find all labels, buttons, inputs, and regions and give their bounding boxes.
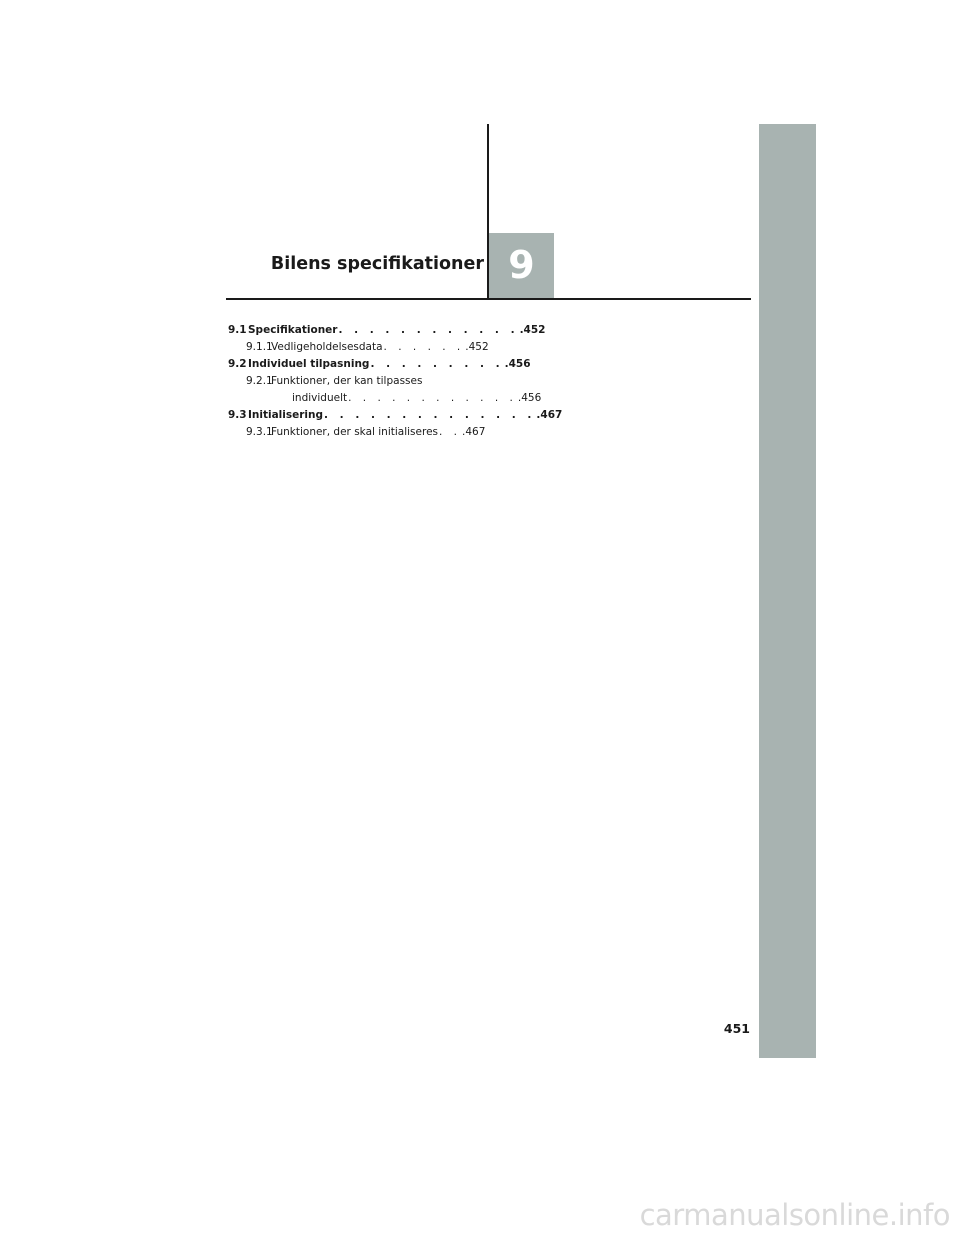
toc-label: Funktioner, der skal initialiseres (271, 426, 438, 438)
toc-page: .452 (465, 341, 489, 353)
table-of-contents (228, 322, 563, 441)
toc-leader-dots: . . . . . . . . . (370, 358, 504, 370)
toc-label: Individuel tilpasning (248, 358, 370, 370)
header-horizontal-rule (226, 298, 751, 300)
page-number: 451 (723, 1021, 750, 1036)
toc-page: .456 (504, 358, 531, 370)
toc-page: .467 (536, 409, 563, 421)
toc-entry-9-2-1[interactable] (228, 373, 466, 390)
toc-leader-dots: . . . . . . . . . . . . . . (324, 409, 536, 421)
chapter-title: Bilens specifikationer (270, 254, 484, 274)
toc-label-continuation: individuelt (292, 392, 348, 404)
toc-label: Initialisering (248, 409, 324, 421)
toc-entry-9-3[interactable] (228, 407, 563, 424)
toc-page: .467 (462, 426, 486, 438)
toc-entry-9-1-1[interactable] (228, 339, 489, 356)
toc-label: Vedligeholdelsesdata (271, 341, 383, 353)
toc-leader-dots: . . (439, 426, 462, 438)
toc-number: 9.3 (228, 409, 247, 421)
toc-page: .456 (517, 392, 542, 404)
watermark: carmanualsonline.info (639, 1198, 950, 1232)
toc-number: 9.2.1 (246, 375, 273, 387)
toc-number: 9.2 (228, 358, 247, 370)
toc-entry-9-1[interactable] (228, 322, 546, 339)
toc-leader-dots: . . . . . . . . . . . . (338, 324, 519, 336)
toc-label: Specifikationer (248, 324, 338, 336)
toc-leader-dots: . . . . . . . . . . . . (348, 392, 517, 404)
toc-number: 9.3.1 (246, 426, 273, 438)
toc-label: Funktioner, der kan tilpasses (271, 375, 423, 387)
toc-entry-9-2-1-continuation[interactable] (228, 390, 542, 407)
toc-number: 9.1 (228, 324, 247, 336)
toc-number: 9.1.1 (246, 341, 273, 353)
chapter-side-tab (759, 124, 816, 1058)
toc-leader-dots: . . . . . . (383, 341, 465, 353)
toc-entry-9-3-1[interactable] (228, 424, 486, 441)
chapter-number-box: 9 (489, 233, 554, 298)
toc-page: .452 (519, 324, 546, 336)
toc-entry-9-2[interactable] (228, 356, 531, 373)
